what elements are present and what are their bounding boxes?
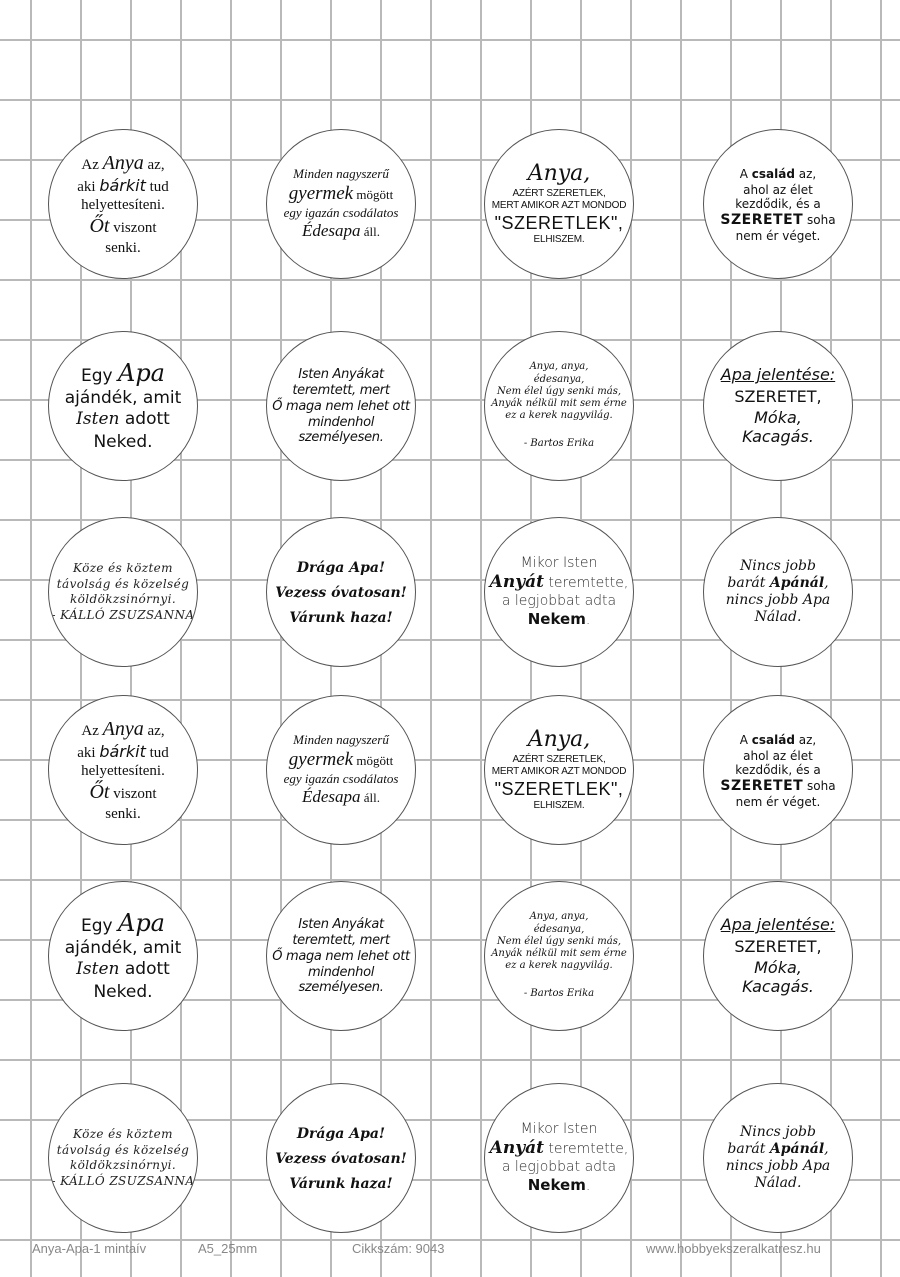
- sku-label: Cikkszám: 9043: [352, 1241, 445, 1256]
- badge-line: "SZERETLEK",: [494, 212, 624, 233]
- badge-line: Egy Apa: [80, 909, 165, 938]
- badge-circle-egyapa: [48, 881, 198, 1031]
- badge-line: Várunk haza!: [289, 1176, 393, 1193]
- badge-line: barát Apánál,: [727, 1140, 829, 1157]
- badge-line: ELHISZEM.: [533, 234, 585, 246]
- badge-line: édesanya,: [533, 923, 585, 935]
- badge-circle-csalad: [703, 695, 853, 845]
- badge-line: a legjobbat adta: [501, 1158, 617, 1175]
- badge-circle-anya-az: [48, 695, 198, 845]
- badge-line: Őt viszont: [89, 781, 157, 804]
- badge-line: Anya, anya,: [529, 911, 589, 923]
- badge-circle-edesapa: [266, 129, 416, 279]
- badge-line: távolság és közelség: [56, 1142, 190, 1157]
- badge-line: SZERETET soha: [720, 777, 836, 794]
- badge-line: egy igazán csodálatos: [283, 205, 399, 221]
- badge-circle-anyaanya: [484, 881, 634, 1031]
- badge-circle-csalad: [703, 129, 853, 279]
- badge-line: Anyát teremtette,: [489, 1138, 629, 1159]
- badge-line: [557, 422, 560, 434]
- badge-line: Ő maga nem lehet ott: [272, 398, 410, 414]
- badge-line: A család az,: [739, 167, 817, 182]
- badge-line: senki.: [105, 239, 141, 256]
- badge-line: Anya,: [527, 161, 591, 187]
- badge-line: Vezess óvatosan!: [275, 584, 407, 601]
- badge-circle-nincs: [703, 517, 853, 667]
- badge-line: Egy Apa: [80, 359, 165, 388]
- badge-line: barát Apánál,: [727, 574, 829, 591]
- badge-line: MERT AMIKOR AZT MONDOD: [491, 200, 627, 212]
- badge-line: Isten Anyákat: [298, 916, 384, 932]
- badge-line: - Bartos Erika: [523, 438, 595, 450]
- badge-circle-szeretlek: [484, 695, 634, 845]
- badge-line: ajándék, amit: [64, 388, 182, 409]
- badge-line: Köze és köztem: [73, 1127, 173, 1142]
- badge-line: ahol az élet: [743, 748, 813, 763]
- badge-line: Az Anya az,: [81, 152, 165, 175]
- badge-line: Mikor Isten: [520, 555, 598, 572]
- badge-line: Isten adott: [76, 959, 170, 980]
- badge-line: Móka,: [754, 957, 802, 977]
- badge-line: SZERETET,: [734, 936, 822, 956]
- badge-line: Isten adott: [76, 409, 170, 430]
- badge-circle-draga: [266, 1083, 416, 1233]
- badge-line: "SZERETLEK",: [494, 778, 624, 799]
- badge-line: Nekem.: [527, 1175, 591, 1194]
- badge-circle-anyaanya: [484, 331, 634, 481]
- badge-line: - KÁLLÓ ZSUZSANNA: [51, 608, 195, 623]
- badge-line: Anyát teremtette,: [489, 572, 629, 593]
- badge-line: teremtett, mert: [292, 932, 390, 948]
- badge-line: kezdődik, és a: [735, 763, 821, 778]
- badge-circle-apajel: [703, 331, 853, 481]
- badge-line: Minden nagyszerű: [293, 732, 389, 748]
- badge-line: Anya,: [527, 727, 591, 753]
- badge-line: AZÉRT SZERETLEK,: [512, 188, 606, 200]
- sheet-size: A5_25mm: [198, 1241, 258, 1256]
- badge-line: egy igazán csodálatos: [283, 771, 399, 787]
- badge-line: Móka,: [754, 407, 802, 427]
- badge-line: Apa jelentése:: [720, 915, 836, 935]
- badge-line: személyesen.: [298, 980, 384, 996]
- badge-line: helyettesíteni.: [81, 196, 165, 213]
- badge-line: - Bartos Erika: [523, 988, 595, 1000]
- badge-line: Anyák nélkül mit sem érne: [491, 397, 627, 409]
- badge-line: Őt viszont: [89, 215, 157, 238]
- sheet-title: Anya-Apa-1 mintaív: [32, 1241, 147, 1256]
- badge-line: Köze és köztem: [73, 561, 173, 576]
- badge-line: MERT AMIKOR AZT MONDOD: [491, 766, 627, 778]
- badge-circle-egyapa: [48, 331, 198, 481]
- badge-circle-apajel: [703, 881, 853, 1031]
- badge-line: aki bárkit tud: [77, 741, 169, 761]
- badge-line: köldökzsinórnyi.: [69, 1157, 177, 1172]
- badge-line: nem ér véget.: [735, 229, 821, 243]
- badge-circle-koze: [48, 517, 198, 667]
- badge-line: Kacagás.: [742, 977, 814, 997]
- badge-line: Drága Apa!: [296, 559, 386, 576]
- badge-circle-anya-az: [48, 129, 198, 279]
- badge-line: aki bárkit tud: [77, 175, 169, 195]
- badge-line: teremtett, mert: [292, 382, 390, 398]
- badge-line: édesanya,: [533, 373, 585, 385]
- badge-line: SZERETET,: [734, 386, 822, 406]
- badge-line: Ő maga nem lehet ott: [272, 948, 410, 964]
- badge-line: Nálad.: [754, 1175, 802, 1192]
- badge-line: a legjobbat adta: [501, 592, 617, 609]
- badge-line: Nem élel úgy senki más,: [496, 935, 622, 947]
- badge-line: Kacagás.: [742, 427, 814, 447]
- badge-line: köldökzsinórnyi.: [69, 591, 177, 606]
- badge-line: mindenhol: [307, 964, 375, 980]
- badge-circle-isten: [266, 331, 416, 481]
- badge-line: Nincs jobb: [740, 557, 816, 574]
- badge-line: Neked.: [93, 981, 153, 1002]
- badge-circle-nincs: [703, 1083, 853, 1233]
- badge-line: Neked.: [93, 431, 153, 452]
- badge-line: Várunk haza!: [289, 610, 393, 627]
- badge-line: Anyák nélkül mit sem érne: [491, 947, 627, 959]
- badge-line: A család az,: [739, 733, 817, 748]
- badge-line: Nincs jobb: [740, 1123, 816, 1140]
- badge-line: ahol az élet: [743, 182, 813, 197]
- badge-line: nincs jobb Apa: [725, 592, 831, 608]
- badge-line: Drága Apa!: [296, 1125, 386, 1142]
- badge-line: ez a kerek nagyvilág.: [505, 410, 613, 422]
- badge-line: nincs jobb Apa: [725, 1158, 831, 1174]
- badge-circle-mikor: [484, 1083, 634, 1233]
- badge-line: személyesen.: [298, 430, 384, 446]
- badge-line: mindenhol: [307, 414, 375, 430]
- badge-line: AZÉRT SZERETLEK,: [512, 754, 606, 766]
- badge-line: nem ér véget.: [735, 795, 821, 809]
- badge-line: távolság és közelség: [56, 576, 190, 591]
- badge-line: ELHISZEM.: [533, 800, 585, 812]
- badge-line: gyermek mögött: [288, 183, 394, 205]
- badge-line: senki.: [105, 805, 141, 822]
- badge-line: Nekem.: [527, 609, 591, 628]
- badge-line: helyettesíteni.: [81, 762, 165, 779]
- badge-circle-mikor: [484, 517, 634, 667]
- badge-line: Vezess óvatosan!: [275, 1150, 407, 1167]
- website-link[interactable]: www.hobbyekszeralkatresz.hu: [646, 1241, 821, 1256]
- badge-line: Nem élel úgy senki más,: [496, 385, 622, 397]
- badge-line: kezdődik, és a: [735, 197, 821, 212]
- badge-line: ez a kerek nagyvilág.: [505, 960, 613, 972]
- badge-line: [557, 972, 560, 984]
- badge-line: - KÁLLÓ ZSUZSANNA: [51, 1174, 195, 1189]
- badge-line: Isten Anyákat: [298, 366, 384, 382]
- badge-circle-draga: [266, 517, 416, 667]
- badge-line: Édesapa áll.: [301, 221, 381, 241]
- badge-circle-isten: [266, 881, 416, 1031]
- badge-line: Anya, anya,: [529, 361, 589, 373]
- badge-line: ajándék, amit: [64, 938, 182, 959]
- badge-circle-edesapa: [266, 695, 416, 845]
- badge-circle-koze: [48, 1083, 198, 1233]
- badge-line: Apa jelentése:: [720, 365, 836, 385]
- badge-line: Minden nagyszerű: [293, 166, 389, 182]
- badge-line: Mikor Isten: [520, 1121, 598, 1138]
- badge-circle-szeretlek: [484, 129, 634, 279]
- badge-line: Az Anya az,: [81, 718, 165, 741]
- badge-line: SZERETET soha: [720, 211, 836, 228]
- badge-line: Nálad.: [754, 609, 802, 626]
- badge-line: Édesapa áll.: [301, 787, 381, 807]
- badge-line: gyermek mögött: [288, 749, 394, 771]
